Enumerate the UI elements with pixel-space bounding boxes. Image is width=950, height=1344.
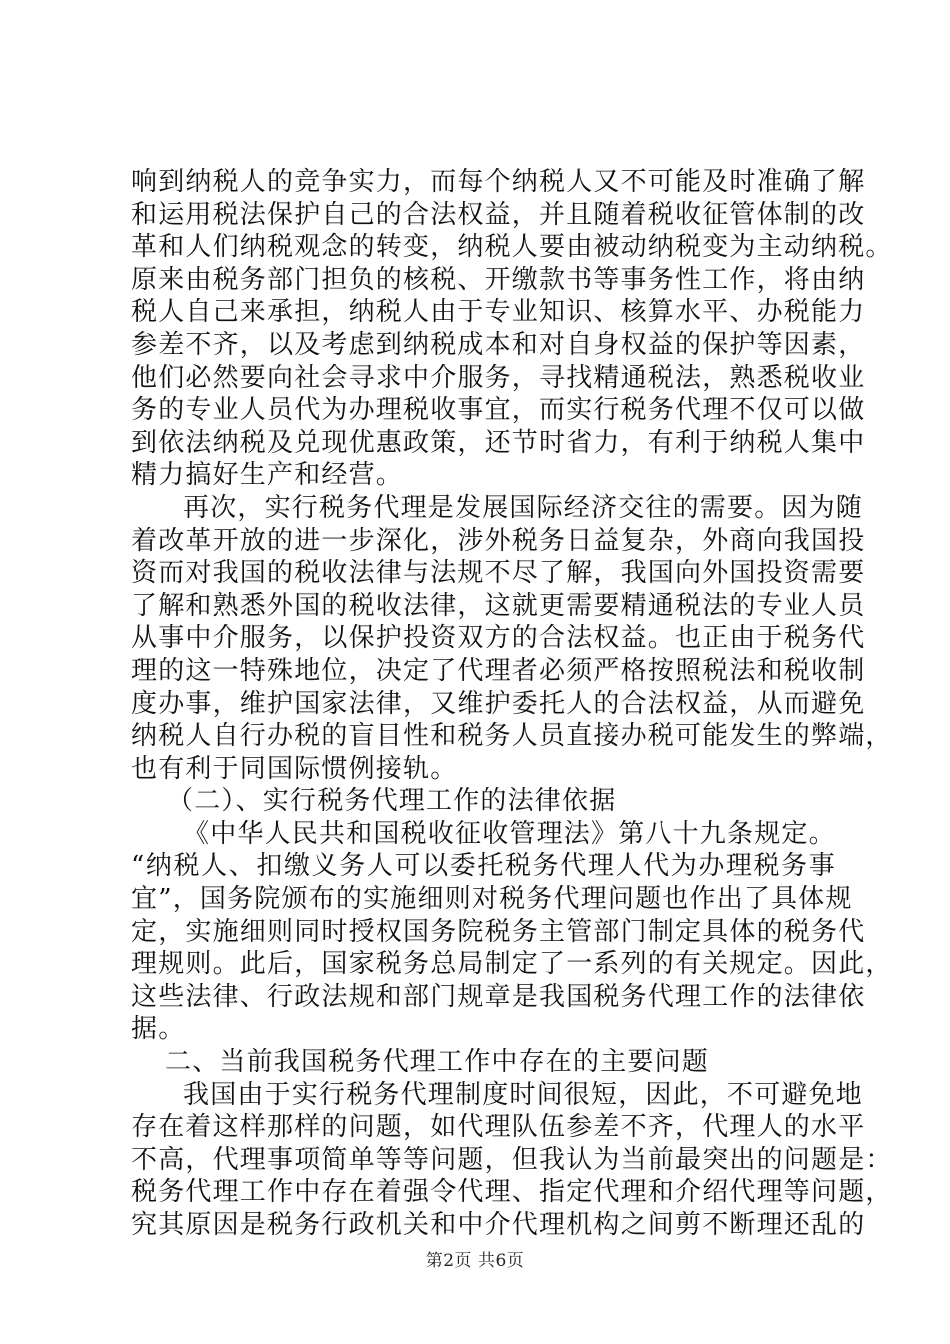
text-line: 和运用税法保护自己的合法权益，并且随着税收征管体制的改 xyxy=(131,199,866,230)
text-line: 这些法律、行政法规和部门规章是我国税务代理工作的法律依 xyxy=(131,981,866,1012)
text-line: 究其原因是税务行政机关和中介代理机构之间剪不断理还乱的 xyxy=(131,1210,866,1240)
paragraph-start-line: 《中华人民共和国税收征收管理法》第八十九条规定。 xyxy=(183,818,836,849)
text-line: 革和人们纳税观念的转变，纳税人要由被动纳税变为主动纳税。 xyxy=(131,232,893,263)
text-line: 精力搞好生产和经营。 xyxy=(131,460,404,491)
text-line: 理的这一特殊地位，决定了代理者必须严格按照税法和税收制 xyxy=(131,655,866,686)
text-line: 存在着这样那样的问题，如代理队伍参差不齐，代理人的水平 xyxy=(131,1112,866,1143)
text-line: “纳税人、扣缴义务人可以委托税务代理人代为办理税务事 xyxy=(131,851,836,882)
text-line: 到依法纳税及兑现优惠政策，还节时省力，有利于纳税人集中 xyxy=(131,427,866,458)
text-line: 参差不齐，以及考虑到纳税成本和对自身权益的保护等因素， xyxy=(131,329,866,360)
text-line: 着改革开放的进一步深化，涉外税务日益复杂，外商向我国投 xyxy=(131,525,866,556)
text-line: 税人自己来承担，纳税人由于专业知识、核算水平、办税能力 xyxy=(131,297,866,328)
section-heading: 二、当前我国税务代理工作中存在的主要问题 xyxy=(165,1047,710,1078)
text-line: 定，实施细则同时授权国务院税务主管部门制定具体的税务代 xyxy=(131,916,866,947)
section-heading: （二）、实行税务代理工作的法律依据 xyxy=(167,786,617,817)
text-line: 也有利于同国际惯例接轨。 xyxy=(131,753,458,784)
text-line: 务的专业人员代为办理税收事宜，而实行税务代理不仅可以做 xyxy=(131,395,866,426)
text-line: 不高，代理事项简单等等问题，但我认为当前最突出的问题是： xyxy=(131,1144,893,1175)
paragraph-start-line: 再次，实行税务代理是发展国际经济交往的需要。因为随 xyxy=(183,492,864,523)
text-line: 度办事，维护国家法律，又维护委托人的合法权益，从而避免 xyxy=(131,688,866,719)
text-line: 宜”，国务院颁布的实施细则对税务代理问题也作出了具体规 xyxy=(131,884,853,915)
text-line: 原来由税务部门担负的核税、开缴款书等事务性工作，将由纳 xyxy=(131,264,866,295)
text-line: 纳税人自行办税的盲目性和税务人员直接办税可能发生的弊端， xyxy=(131,721,893,752)
text-line: 了解和熟悉外国的税收法律，这就更需要精通税法的专业人员 xyxy=(131,590,866,621)
text-line: 他们必然要向社会寻求中介服务，寻找精通税法，熟悉税收业 xyxy=(131,362,866,393)
paragraph-start-line: 我国由于实行税务代理制度时间很短，因此，不可避免地 xyxy=(183,1079,864,1110)
text-line: 理规则。此后，国家税务总局制定了一系列的有关规定。因此， xyxy=(131,949,893,980)
document-body xyxy=(131,166,893,1242)
text-line: 响到纳税人的竞争实力，而每个纳税人又不可能及时准确了解 xyxy=(131,167,866,197)
text-line: 税务代理工作中存在着强令代理、指定代理和介绍代理等问题， xyxy=(131,1177,893,1208)
text-line: 据。 xyxy=(131,1014,186,1045)
page-number-footer: 第2页 共6页 xyxy=(425,1251,525,1271)
text-line: 从事中介服务，以保护投资双方的合法权益。也正由于税务代 xyxy=(131,623,866,654)
text-line: 资而对我国的税收法律与法规不尽了解，我国向外国投资需要 xyxy=(131,558,866,589)
